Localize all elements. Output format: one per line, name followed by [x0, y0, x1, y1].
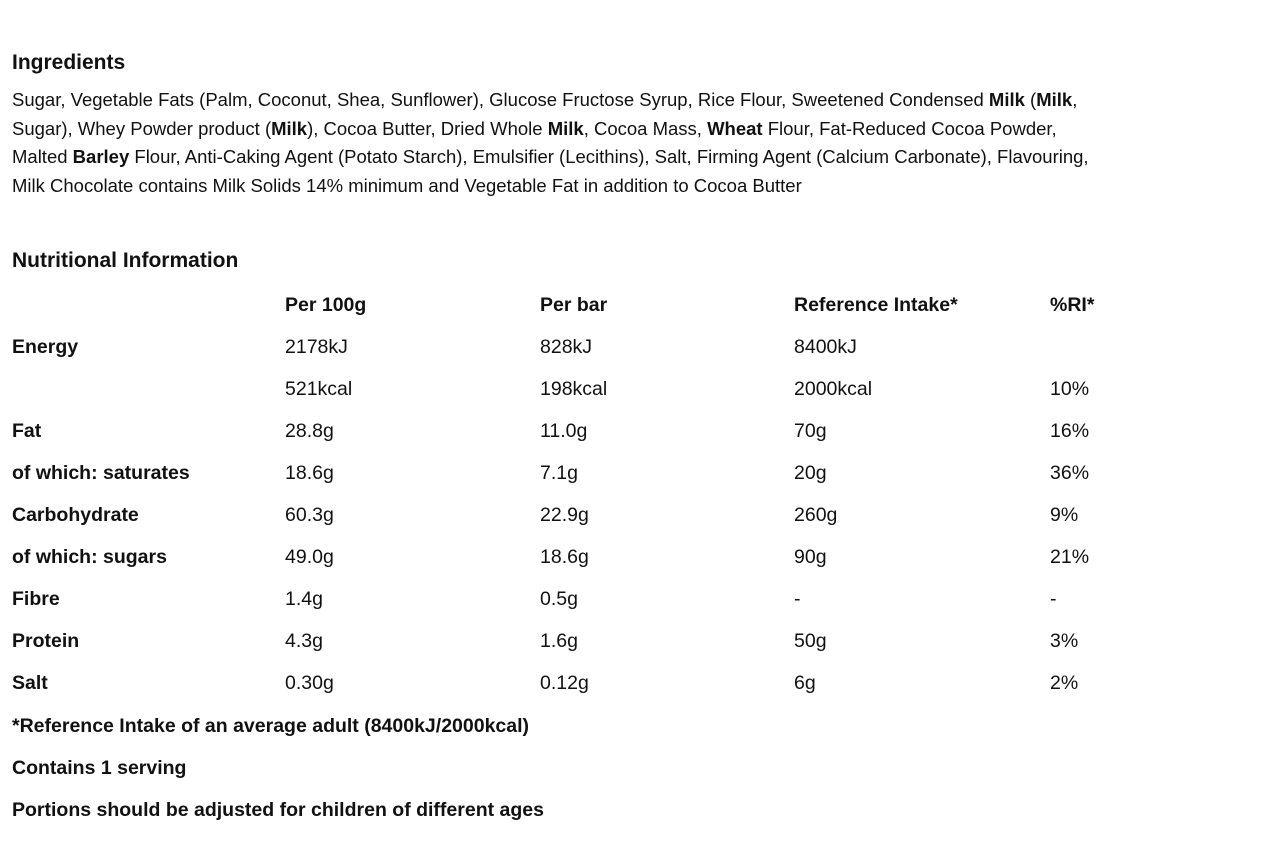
allergen-text: Milk [271, 117, 308, 139]
ingredient-text: Sugar, Vegetable Fats (Palm, Coconut, Shea, Sunflower), Glucose Fructose Syrup, Rice Flour, Sweetened Condensed [12, 89, 989, 110]
nutrition-row [12, 578, 1152, 620]
nutrient-value: 7.1g [540, 462, 578, 484]
nutrient-value: 1.6g [540, 630, 578, 652]
footnotes [12, 705, 1212, 831]
ingredients-line [12, 115, 1274, 144]
nutrient-value: 36% [1050, 462, 1090, 484]
nutrient-value: 2178kJ [285, 336, 348, 358]
nutrient-value: 18.6g [285, 462, 334, 484]
nutrient-value: 18.6g [540, 546, 589, 568]
nutrient-label: Protein [12, 630, 80, 652]
nutrition-row [12, 452, 1152, 494]
nutrient-value: 20g [794, 462, 827, 484]
nutrition-row [12, 326, 1152, 368]
nutrition-table [12, 284, 1152, 704]
ingredient-text: ), Cocoa Butter, Dried Whole [307, 117, 548, 139]
nutrition-row [12, 410, 1152, 452]
allergen-text: Milk [547, 117, 584, 139]
nutrient-value: 22.9g [540, 504, 589, 526]
ingredient-text: Malted [12, 146, 73, 167]
nutrient-value: 521kcal [285, 378, 353, 400]
nutrient-value: 6g [794, 672, 816, 694]
nutrient-value: 10% [1050, 378, 1090, 400]
nutrient-value: 828kJ [540, 336, 593, 358]
ingredients-heading: Ingredients [12, 51, 126, 74]
allergen-text: Wheat [707, 117, 763, 139]
nutrient-value: 3% [1050, 630, 1079, 652]
ingredients-line [12, 143, 1274, 172]
nutrient-value: 21% [1050, 546, 1090, 568]
ingredients-list [12, 86, 1274, 200]
nutrient-value: 9% [1050, 504, 1079, 526]
nutrient-value: 28.8g [285, 420, 334, 442]
column-header: %RI* [1050, 294, 1095, 316]
footnote: Contains 1 serving [12, 757, 187, 779]
nutrient-value: 0.12g [540, 672, 589, 694]
nutrition-header-row [12, 284, 1152, 326]
nutrient-value: 4.3g [285, 630, 323, 652]
ingredients-line [12, 172, 1274, 201]
nutrient-value: 2% [1050, 672, 1079, 694]
nutrient-value: 1.4g [285, 588, 323, 610]
footnote: *Reference Intake of an average adult (8400kJ/2000kcal) [12, 715, 530, 737]
allergen-text: Barley [72, 146, 130, 167]
nutrition-row [12, 494, 1152, 536]
nutrient-value: 16% [1050, 420, 1090, 442]
nutrition-heading: Nutritional Information [12, 249, 239, 272]
allergen-text: Milk [1036, 89, 1073, 110]
ingredient-text: Milk Chocolate contains Milk Solids 14% minimum and Vegetable Fat in addition to Cocoa Butter [12, 174, 802, 196]
nutrition-row [12, 536, 1152, 578]
nutrient-value: 50g [794, 630, 827, 652]
ingredients-line [12, 86, 1274, 115]
nutrient-label: Fibre [12, 588, 60, 610]
nutrition-row [12, 662, 1152, 704]
nutrient-value: 0.30g [285, 672, 334, 694]
ingredient-text: Flour, Fat-Reduced Cocoa Powder, [762, 117, 1057, 139]
nutrient-label: Carbohydrate [12, 504, 139, 526]
allergen-text: Milk [988, 89, 1025, 110]
nutrition-row [12, 368, 1152, 410]
nutrient-value: 0.5g [540, 588, 578, 610]
nutrient-label: of which: saturates [12, 462, 190, 484]
nutrient-value: 260g [794, 504, 838, 526]
nutrient-value: 90g [794, 546, 827, 568]
nutrient-label: of which: sugars [12, 546, 167, 568]
column-header: Per bar [540, 294, 608, 316]
nutrient-value: 49.0g [285, 546, 334, 568]
nutrient-value: - [794, 588, 801, 610]
nutrient-value: 8400kJ [794, 336, 857, 358]
ingredient-text: ( [1024, 89, 1037, 110]
column-header: Per 100g [285, 294, 367, 316]
ingredient-text: , Cocoa Mass, [583, 117, 708, 139]
ingredient-text: Sugar), Whey Powder product ( [12, 117, 272, 139]
nutrient-value: 11.0g [540, 420, 588, 442]
nutrient-value: 70g [794, 420, 827, 442]
nutrient-label: Fat [12, 420, 42, 442]
nutrient-value: 60.3g [285, 504, 334, 526]
footnote: Portions should be adjusted for children of different ages [12, 799, 544, 821]
nutrient-value: 2000kcal [794, 378, 873, 400]
ingredient-text: Flour, Anti-Caking Agent (Potato Starch), Emulsifier (Lecithins), Salt, Firming Agent (Calcium Carbonate), Flavouring, [129, 146, 1089, 167]
nutrient-label: Salt [12, 672, 48, 694]
nutrient-value: - [1050, 588, 1057, 610]
nutrition-row [12, 620, 1152, 662]
column-header: Reference Intake* [794, 294, 958, 316]
nutrient-value: 198kcal [540, 378, 608, 400]
ingredient-text: , [1072, 89, 1078, 110]
nutrient-label: Energy [12, 336, 79, 358]
